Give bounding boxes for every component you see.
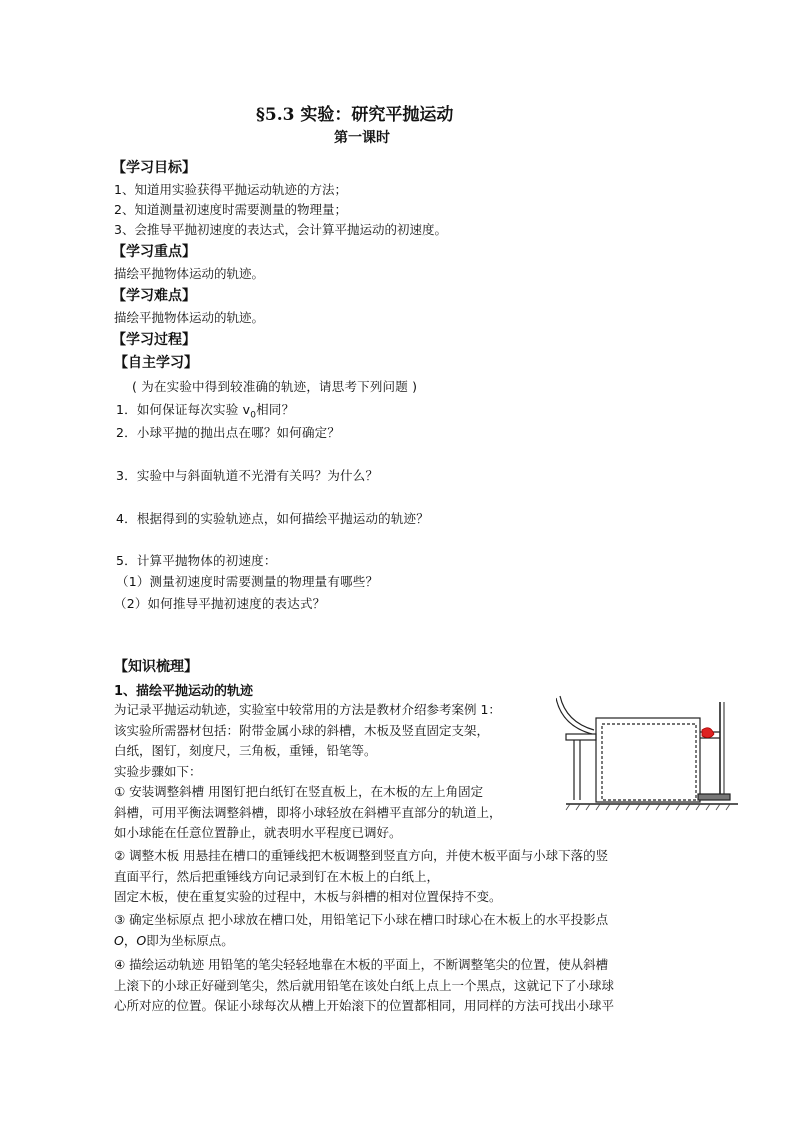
objective-item: 1、知道用实验获得平抛运动轨迹的方法； xyxy=(114,182,347,197)
step-4: ④ 描绘运动轨迹 用铅笔的笔尖轻轻地靠在木板的平面上，不断调整笔尖的位置，使从斜槽 上滚下的小球正好碰到笔尖，然后就用铅笔在该处白纸上点上一个黑点，这就记下了小球球 心所对应的位置。保证小球每次从槽上开始滚下的位置都相同，用同样的方法可找出小球平 xyxy=(114,957,615,1013)
objective-item: 3、会推导平抛初速度的表达式，会计算平抛运动的初速度。 xyxy=(114,222,447,237)
chute-curve xyxy=(560,696,594,730)
apparatus-diagram xyxy=(556,694,746,812)
wooden-board xyxy=(596,718,700,802)
objective-item: 2、知道测量初速度时需要测量的物理量； xyxy=(114,202,347,217)
question-1: 1．如何保证每次实验 $v_0$相同？ xyxy=(116,402,295,421)
chute-curve-outer xyxy=(556,698,592,734)
difficulties-heading: 【学习难点】 xyxy=(112,288,196,304)
page-title: §5.3 实验：研究平抛运动 xyxy=(256,105,454,125)
step-3: ③ 确定坐标原点 把小球放在槽口处，用铅笔记下小球在槽口时球心在木板上的水平投影点 O，O即为坐标原点。 xyxy=(114,912,609,948)
question-5-2: （2）如何推导平抛初速度的表达式？ xyxy=(114,596,326,611)
knowledge-subheading-1: 1、描绘平抛运动的轨迹 xyxy=(114,684,254,699)
self-study-intro: ( 为在实验中得到较准确的轨迹，请思考下列问题 ) xyxy=(132,379,418,394)
step-1: ① 安装调整斜槽 用图钉把白纸钉在竖直板上，在木板的左上角固定 斜槽，可用平衡法调整斜槽，即将小球轻放在斜槽平直部分的轨道上， 如小球能在任意位置静止，就表明水平程度已调好。 xyxy=(114,784,502,840)
question-3: 3．实验中与斜面轨道不光滑有关吗？为什么？ xyxy=(116,468,379,483)
process-heading: 【学习过程】 xyxy=(112,332,196,348)
white-paper xyxy=(602,724,696,800)
self-study-heading: 【自主学习】 xyxy=(114,355,198,371)
step-2: ② 调整木板 用悬挂在槽口的重锤线把木板调整到竖直方向，并使木板平面与小球下落的竖 直面平行，然后把重锤线方向记录到钉在木板上的白纸上， 固定木板，使在重复实验的过程中，木板与斜槽的相对位置保持不变。 xyxy=(114,848,609,904)
question-4: 4．根据得到的实验轨迹点，如何描绘平抛运动的轨迹？ xyxy=(116,511,429,526)
clamp-icon xyxy=(702,728,714,738)
knowledge-heading: 【知识梳理】 xyxy=(114,659,198,675)
question-5-1: （1）测量初速度时需要测量的物理量有哪些？ xyxy=(116,574,379,589)
objectives-heading: 【学习目标】 xyxy=(112,160,196,176)
key-points-text: 描绘平抛物体运动的轨迹。 xyxy=(114,266,265,281)
chute-support xyxy=(566,734,596,740)
page-subtitle: 第一课时 xyxy=(334,130,390,146)
knowledge-intro: 为记录平抛运动轨迹，实验室中较常用的方法是教材介绍参考案例 1： 该实验所需器材包括：附带金属小球的斜槽，木板及竖直固定支架， 白纸，图钉，刻度尺，三角板，重锤，铅笔等。 实验步骤如下： xyxy=(114,702,501,779)
key-points-heading: 【学习重点】 xyxy=(112,244,196,260)
question-2: 2．小球平抛的抛出点在哪？如何确定？ xyxy=(116,425,341,440)
stand-base xyxy=(698,794,730,800)
difficulties-text: 描绘平抛物体运动的轨迹。 xyxy=(114,310,265,325)
question-5: 5．计算平抛物体的初速度： xyxy=(116,553,277,568)
